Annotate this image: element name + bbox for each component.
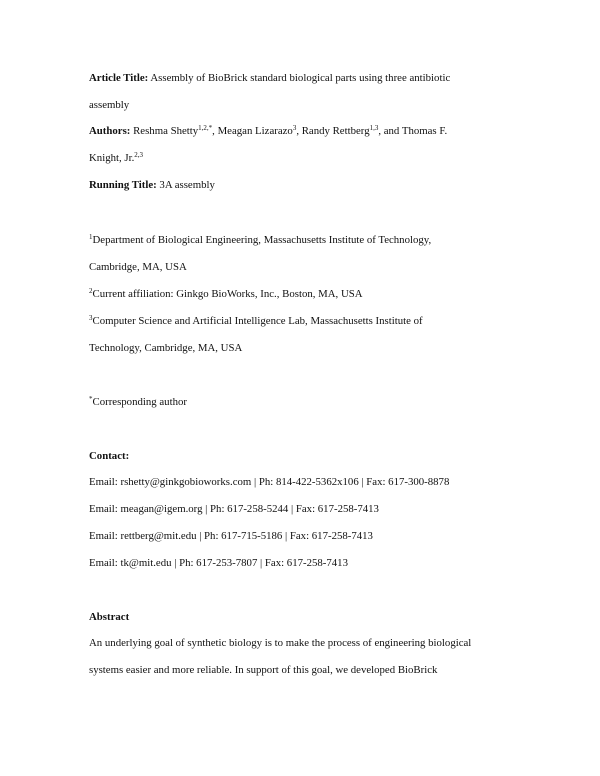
authors-line-continued xyxy=(89,153,143,164)
contact-entry: Email: meagan@igem.org | Ph: 617-258-5244 | Fax: 617-258-7413 xyxy=(89,503,379,515)
contact-heading: Contact: xyxy=(89,450,130,462)
affiliation-3: $^3$Computer Science and Artificial Intelligence Lab, Massachusetts Institute of xyxy=(89,314,423,327)
article-title-continuation: assembly xyxy=(89,99,130,111)
article-title-label: Article Title: xyxy=(89,72,149,84)
running-title-label: Running Title: xyxy=(89,179,157,191)
affiliation-2: $^2$Current affiliation: Ginkgo BioWorks, Inc., Boston, MA, USA xyxy=(89,287,363,300)
authors-label: Authors: xyxy=(89,125,131,137)
author-affiliation-sup: 2,3 xyxy=(134,151,144,159)
author-name: Randy Rettberg xyxy=(301,125,370,137)
article-title-line xyxy=(89,73,450,84)
author-affiliation-sup: 1,2,* xyxy=(198,124,213,132)
author-affiliation-sup: 1,3 xyxy=(369,124,379,132)
author-name: Reshma Shetty xyxy=(133,125,199,137)
contact-entry: Email: rettberg@mit.edu | Ph: 617-715-5186 | Fax: 617-258-7413 xyxy=(89,530,373,542)
affiliation-3-continued: Technology, Cambridge, MA, USA xyxy=(89,342,243,354)
affiliation-1: $^1$Department of Biological Engineering, Massachusetts Institute of Technology, xyxy=(89,233,432,246)
author-affiliation-sup: 3 xyxy=(292,124,297,132)
running-title-line xyxy=(89,180,215,191)
authors-line: Authors: Reshma Shetty$^{1,2,*}$, Meagan Lizarazo$^3$, Randy Rettberg$^{1,3}$, and Thomas F. xyxy=(89,124,448,137)
author-name: Thomas F. xyxy=(401,125,448,137)
running-title-text: 3A assembly xyxy=(159,179,215,191)
contact-entry: Email: tk@mit.edu | Ph: 617-253-7807 | Fax: 617-258-7413 xyxy=(89,557,348,569)
abstract-heading: Abstract xyxy=(89,611,130,623)
author-name: Meagan Lizarazo xyxy=(217,125,293,137)
affiliation-1-continued: Cambridge, MA, USA xyxy=(89,261,187,273)
abstract-text-line: systems easier and more reliable. In support of this goal, we developed BioBrick xyxy=(89,664,438,676)
corresponding-author-note: *Corresponding author xyxy=(89,395,187,408)
contact-entry: Email: rshetty@ginkgobioworks.com | Ph: 814-422-5362x106 | Fax: 617-300-8878 xyxy=(89,476,450,488)
author-name: Knight, Jr. xyxy=(89,152,135,164)
abstract-text-line: An underlying goal of synthetic biology is to make the process of engineering biological xyxy=(89,637,472,649)
article-title-text: Assembly of BioBrick standard biological parts using three antibiotic xyxy=(150,72,451,84)
